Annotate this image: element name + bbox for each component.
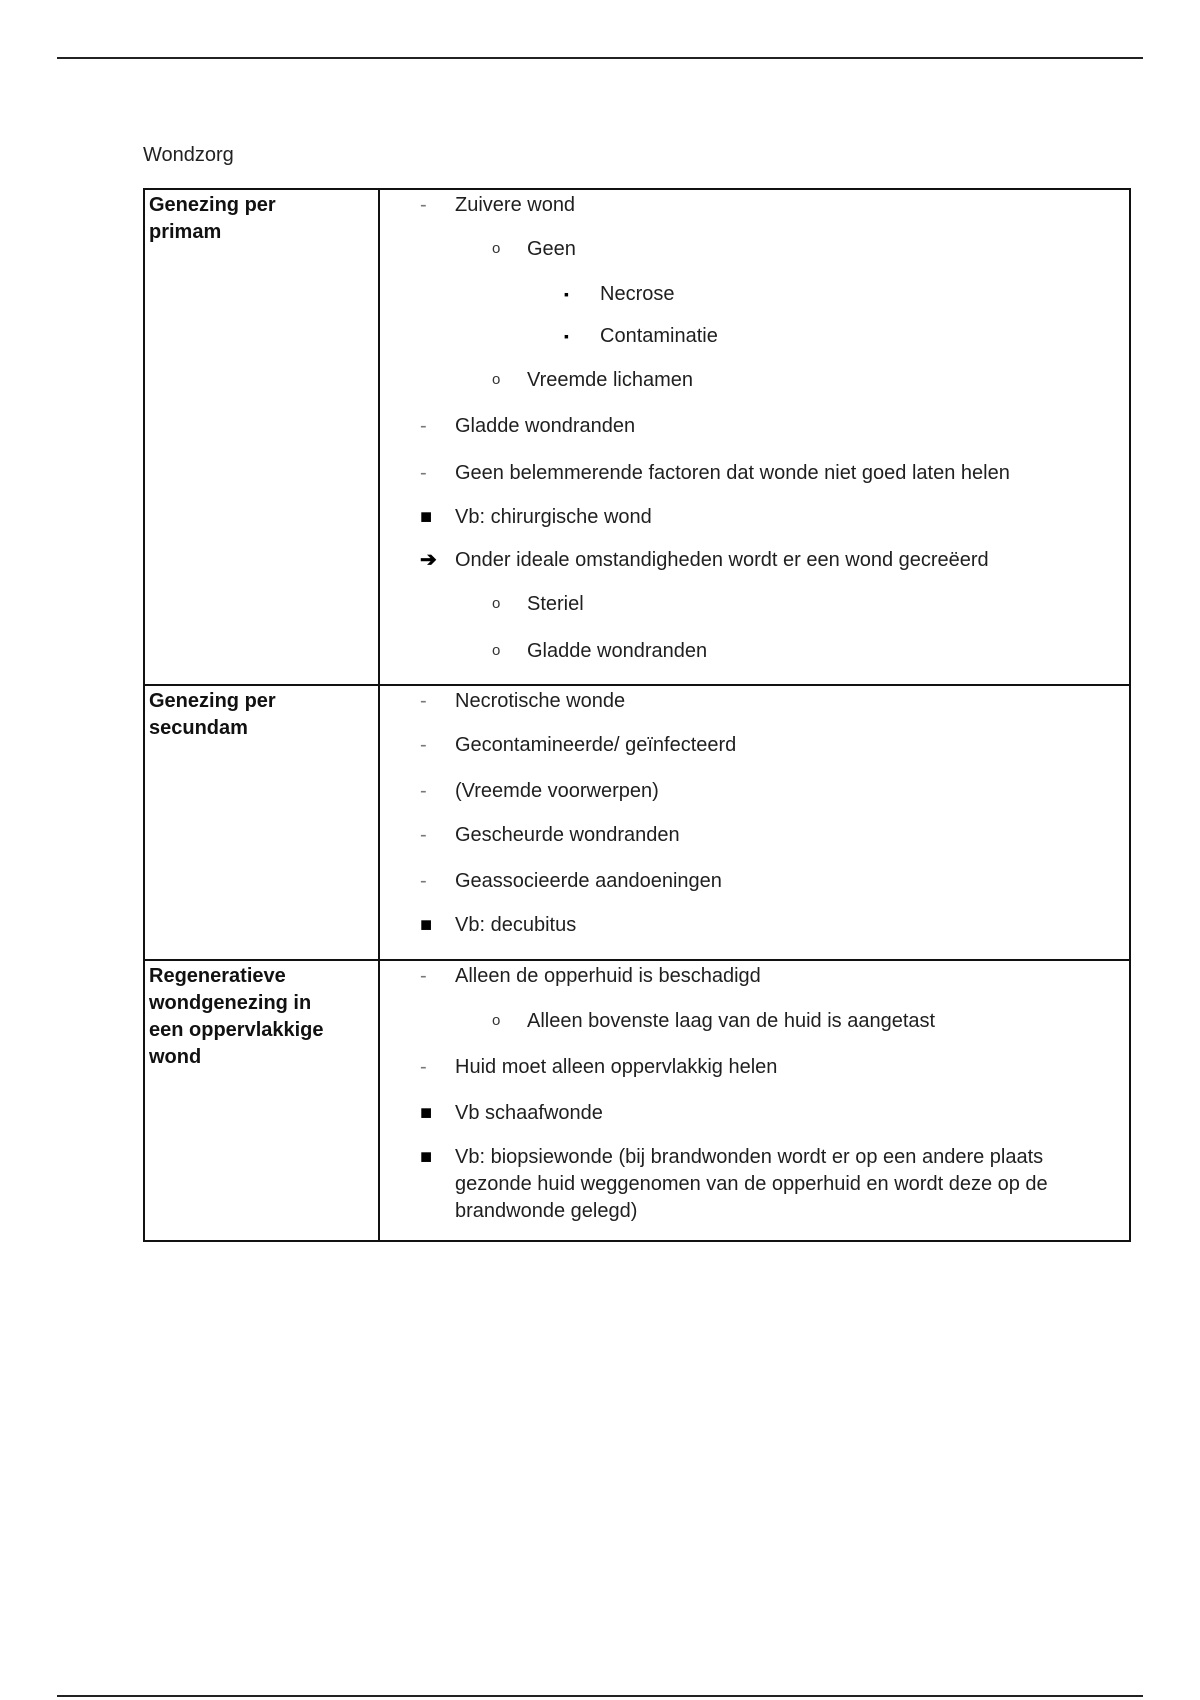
list-item-text: Gladde wondranden — [455, 415, 636, 437]
small-square-bullet-icon: ▪ — [564, 328, 569, 344]
list-item — [380, 281, 1129, 308]
list-item-text: Zuivere wond — [455, 194, 576, 216]
square-bullet-icon: ■ — [420, 1146, 433, 1168]
list-item — [380, 591, 1129, 618]
row-content-cell — [379, 189, 1130, 685]
list-item — [380, 1144, 1129, 1225]
list-item-text: Vreemde lichamen — [527, 369, 694, 391]
row-label-cell — [144, 189, 379, 685]
list-item — [380, 822, 1129, 849]
row-content-cell — [379, 960, 1130, 1241]
footer-rule — [57, 1695, 1143, 1697]
list-item — [380, 638, 1129, 665]
list-item-text: Contaminatie — [600, 325, 718, 347]
list-item — [380, 236, 1129, 263]
list-item-text: Huid moet alleen oppervlakkig helen — [455, 1056, 778, 1078]
list-item — [380, 504, 1129, 531]
list-item — [380, 547, 1129, 574]
row-label-cell — [144, 960, 379, 1241]
list-item-text: Alleen de opperhuid is beschadigd — [455, 965, 761, 987]
list-item — [380, 688, 1129, 715]
row-content-cell — [379, 685, 1130, 960]
circle-bullet: o — [492, 371, 501, 388]
list-item-text: Gescheurde wondranden — [455, 824, 680, 846]
list-item-text: Alleen bovenste laag van de huid is aangetast — [527, 1010, 936, 1032]
row-label: Genezing per secundam — [149, 690, 276, 739]
circle-bullet: o — [492, 595, 501, 612]
square-bullet-icon: ■ — [420, 506, 433, 528]
list-item — [380, 323, 1129, 350]
list-item — [380, 192, 1129, 219]
list-item-text: (Vreemde voorwerpen) — [455, 780, 659, 802]
wound-healing-table — [143, 188, 1131, 1242]
item-list — [380, 688, 1129, 939]
list-item — [380, 1100, 1129, 1127]
list-item-text: Steriel — [527, 593, 584, 615]
list-item — [380, 1008, 1129, 1035]
dash-bullet: - — [420, 734, 427, 756]
list-item — [380, 460, 1129, 487]
circle-bullet: o — [492, 240, 501, 257]
header-rule — [57, 57, 1143, 59]
arrow-bullet-icon: ➔ — [420, 549, 437, 571]
list-item — [380, 367, 1129, 394]
table-row — [144, 189, 1130, 685]
list-item-text: Necrose — [600, 283, 675, 305]
list-item-text: Gecontamineerde/ geïnfecteerd — [455, 734, 737, 756]
list-item-text: Gladde wondranden — [527, 640, 708, 662]
list-item — [380, 732, 1129, 759]
list-item-text: Necrotische wonde — [455, 690, 626, 712]
list-item — [380, 778, 1129, 805]
circle-bullet: o — [492, 1012, 501, 1029]
list-item-text: Geen belemmerende factoren dat wonde niet goed laten helen — [455, 462, 1010, 484]
page-title: Wondzorg — [143, 144, 234, 166]
list-item — [380, 1054, 1129, 1081]
list-item — [380, 413, 1129, 440]
table-row — [144, 685, 1130, 960]
dash-bullet: - — [420, 462, 427, 484]
list-item-text: Vb: biopsiewonde (bij brandwonden wordt er op een andere plaats gezonde huid weggenomen van de opperhuid en wordt deze op de brandwonde gelegd) — [455, 1146, 1048, 1222]
list-item-text: Vb: chirurgische wond — [455, 506, 652, 528]
list-item — [380, 963, 1129, 990]
list-item-text: Vb schaafwonde — [455, 1102, 603, 1124]
row-label: Regeneratieve wondgenezing in een oppervlakkige wond — [149, 965, 324, 1068]
dash-bullet: - — [420, 194, 427, 216]
dash-bullet: - — [420, 965, 427, 987]
dash-bullet: - — [420, 780, 427, 802]
small-square-bullet-icon: ▪ — [564, 286, 569, 302]
square-bullet-icon: ■ — [420, 1102, 433, 1124]
dash-bullet: - — [420, 824, 427, 846]
list-item — [380, 868, 1129, 895]
dash-bullet: - — [420, 690, 427, 712]
dash-bullet: - — [420, 415, 427, 437]
list-item-text: Geen — [527, 238, 576, 260]
dash-bullet: - — [420, 870, 427, 892]
row-label-cell — [144, 685, 379, 960]
dash-bullet: - — [420, 1056, 427, 1078]
list-item-text: Vb: decubitus — [455, 914, 577, 936]
item-list — [380, 963, 1129, 1225]
circle-bullet: o — [492, 642, 501, 659]
square-bullet-icon: ■ — [420, 914, 433, 936]
row-label: Genezing per primam — [149, 194, 276, 243]
list-item-text: Onder ideale omstandigheden wordt er een wond gecreëerd — [455, 549, 989, 571]
item-list — [380, 192, 1129, 665]
list-item-text: Geassocieerde aandoeningen — [455, 870, 722, 892]
list-item — [380, 912, 1129, 939]
table-row — [144, 960, 1130, 1241]
